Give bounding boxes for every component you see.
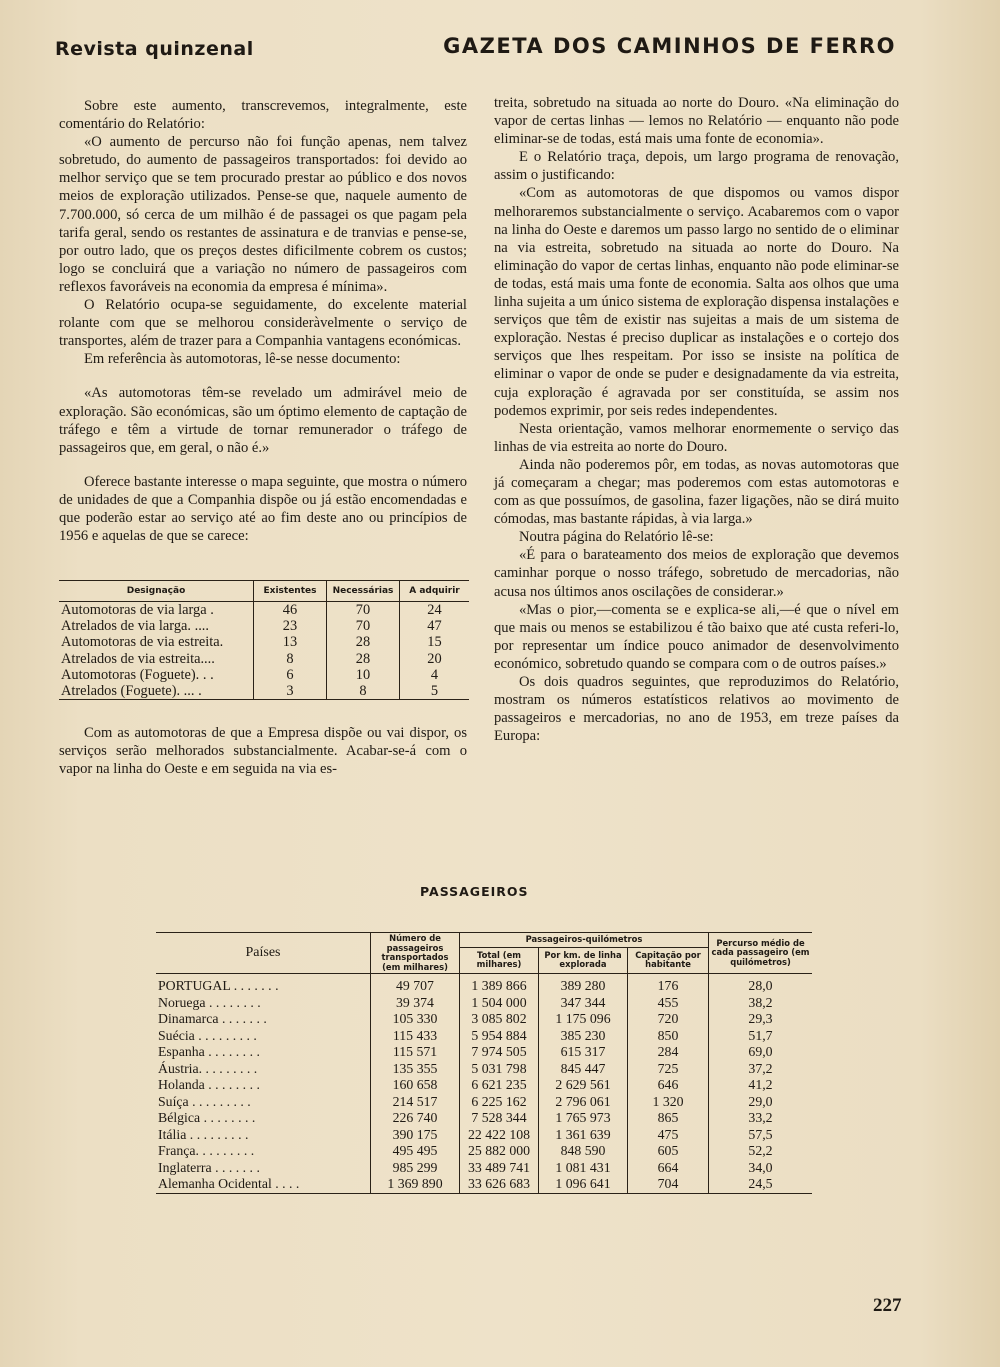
table-row bbox=[156, 1143, 812, 1160]
cell-designation: Automotoras de via estreita. bbox=[61, 634, 224, 651]
cell-country: Holanda . . . . . . . . bbox=[158, 1077, 260, 1093]
cell: 28,0 bbox=[709, 974, 813, 995]
paragraph: Nesta orientação, vamos melhorar enormemente o serviço das linhas de via estreita ao norte do Douro. bbox=[494, 420, 899, 455]
cell: 22 422 108 bbox=[460, 1127, 539, 1144]
cell: 214 517 bbox=[371, 1094, 460, 1111]
cell: 5 031 798 bbox=[460, 1061, 539, 1078]
cell-country: Suíça . . . . . . . . . bbox=[158, 1093, 251, 1109]
cell: 176 bbox=[628, 974, 709, 995]
header-numero: Número de passageiros transportados (em milhares) bbox=[371, 933, 460, 974]
header-group: Passageiros-quilómetros bbox=[460, 933, 709, 948]
cell-country: Áustria. . . . . . . . . bbox=[158, 1060, 258, 1076]
cell: 24,5 bbox=[709, 1176, 813, 1193]
cell: 23 bbox=[254, 618, 327, 634]
cell: 105 330 bbox=[371, 1011, 460, 1028]
paragraph: treita, sobretudo na situada ao norte do Douro. «Na eliminação do vapor de certas linhas — lemos no Relatório — enquanto não pode eliminar-se de todas, está mais uma fonte de economia». bbox=[494, 95, 899, 148]
table-row bbox=[156, 1044, 812, 1061]
cell: 20 bbox=[400, 651, 470, 667]
table-row bbox=[156, 1127, 812, 1144]
cell: 49 707 bbox=[371, 974, 460, 995]
cell-country: PORTUGAL . . . . . . . bbox=[158, 978, 279, 994]
cell: 29,0 bbox=[709, 1094, 813, 1111]
cell: 10 bbox=[327, 667, 400, 683]
cell: 8 bbox=[327, 683, 400, 700]
paragraph: «O aumento de percurso não foi função apenas, nem talvez sobretudo, do aumento de passageiros transportados: foi devido ao melhor serviço que se tem procurado prestar ao público e dos novos meios de exploração utilizados. Pense-se que, naquele aumento de 7.700.000, só cerca de um milhão é de passagei os que pagam pela tarifa geral, sendo os restantes de assinatura e de tranvias e pense-se, por outro lado, que os preços destes dificilmente cobrem os custos; logo se concluirá que a variação no número de passageiros com reflexos favoráveis na economia da empresa é mínima». bbox=[59, 134, 467, 295]
cell-country: Dinamarca . . . . . . . bbox=[158, 1011, 267, 1027]
header-capitacao: Capitação por habitante bbox=[628, 947, 709, 973]
cell: 385 230 bbox=[539, 1028, 628, 1045]
table-row bbox=[156, 1110, 812, 1127]
cell: 389 280 bbox=[539, 974, 628, 995]
table-row bbox=[156, 1011, 812, 1028]
cell: 725 bbox=[628, 1061, 709, 1078]
header-percurso: Percurso médio de cada passageiro (em quilómetros) bbox=[709, 933, 813, 974]
cell-designation: Atrelados de via estreita.... bbox=[61, 650, 215, 667]
cell: 4 bbox=[400, 667, 470, 683]
cell: 13 bbox=[254, 634, 327, 650]
table-row bbox=[59, 634, 469, 650]
table-row bbox=[156, 1094, 812, 1111]
cell: 7 528 344 bbox=[460, 1110, 539, 1127]
cell: 5 954 884 bbox=[460, 1028, 539, 1045]
table-row bbox=[156, 974, 812, 995]
cell-country: Suécia . . . . . . . . . bbox=[158, 1027, 257, 1043]
cell: 8 bbox=[254, 651, 327, 667]
paragraph: «É para o barateamento dos meios de exploração que devemos caminhar porque o nosso tráfego, sobretudo de mercadorias, não acusa nos últimos anos oscilações de considerar.» bbox=[494, 547, 899, 600]
header-paises: Países bbox=[156, 933, 371, 974]
header-right: GAZETA DOS CAMINHOS DE FERRO bbox=[443, 34, 896, 58]
paragraph: Sobre este aumento, transcrevemos, integralmente, este comentário do Relatório: bbox=[59, 98, 467, 133]
cell: 39 374 bbox=[371, 995, 460, 1012]
paragraph: O Relatório ocupa-se seguidamente, do excelente material rolante com que se melhorou consideràvelmente o serviço de transportes, além de trazer para a Companhia vantagens económicas. bbox=[59, 297, 467, 350]
cell: 704 bbox=[628, 1176, 709, 1193]
table-row bbox=[156, 995, 812, 1012]
table-row bbox=[156, 1077, 812, 1094]
paragraph: «Com as automotoras de que dispomos ou vamos dispor melhoraremos substancialmente o serviço. Acabaremos com o vapor na linha do Oeste e daremos um passo largo no sentido de o eliminar na via estreita, sobretudo na situada ao norte do Douro. Na eliminação do vapor de certas linhas, enquanto não pode eliminar-se de todas, está mais uma fonte de economia. Salta aos olhos que uma linha sujeita a um único sistema de exploração dispensa instalações e serviços que têm de existir nas sujeitas a mais de um sistema de exploração. Nestas é preciso duplicar as instalações e o cortejo dos serviços que lhes respeitam. Por isso se insiste na política de eliminar o vapor de onde se puder e designadamente da via estreita, cuja exploração é agravada por ser constituída, se assim nos podemos exprimir, por seis redes independentes. bbox=[494, 185, 899, 419]
table-row bbox=[156, 1176, 812, 1193]
cell-country: França. . . . . . . . . bbox=[158, 1143, 255, 1159]
cell: 24 bbox=[400, 602, 470, 619]
paragraph: E o Relatório traça, depois, um largo programa de renovação, assim o justificando: bbox=[494, 149, 899, 184]
cell: 1 765 973 bbox=[539, 1110, 628, 1127]
cell-country: Espanha . . . . . . . . bbox=[158, 1044, 260, 1060]
cell: 3 085 802 bbox=[460, 1011, 539, 1028]
cell-designation: Automotoras (Foguete). . . bbox=[61, 666, 214, 683]
column-1-continued bbox=[59, 724, 467, 778]
cell: 52,2 bbox=[709, 1143, 813, 1160]
table-row bbox=[59, 602, 469, 619]
cell: 1 389 866 bbox=[460, 974, 539, 995]
table-header: Necessárias bbox=[327, 581, 400, 602]
cell-designation: Atrelados (Foguete). ... . bbox=[59, 683, 254, 700]
paragraph: Ainda não poderemos pôr, em todas, as novas automotoras que já começaram a chegar; mas poderemos com estas automotoras e com as que possuímos, de gasolina, fazer ligações, não se dirá muito cómodas, mas bastante rápidas, à via larga.» bbox=[494, 456, 899, 528]
table-row bbox=[156, 1160, 812, 1177]
cell: 28 bbox=[327, 634, 400, 650]
table-header: Designação bbox=[59, 581, 254, 602]
cell: 115 571 bbox=[371, 1044, 460, 1061]
cell-country: Inglaterra . . . . . . . bbox=[158, 1159, 260, 1175]
column-1 bbox=[59, 97, 467, 545]
cell: 720 bbox=[628, 1011, 709, 1028]
cell: 47 bbox=[400, 618, 470, 634]
paragraph: «Mas o pior,—comenta se e explica-se ali,—é que o nível em que mais ou menos se estabilizou é tão baixo que até custa referi-lo, por representar um índice pouco animador de desenvolvimento económico, sobretudo quando se compara com o de outros países.» bbox=[494, 601, 899, 672]
cell: 33 626 683 bbox=[460, 1176, 539, 1193]
cell: 845 447 bbox=[539, 1061, 628, 1078]
cell: 226 740 bbox=[371, 1110, 460, 1127]
table-header: Existentes bbox=[254, 581, 327, 602]
header-total: Total (em milhares) bbox=[460, 947, 539, 973]
cell: 848 590 bbox=[539, 1143, 628, 1160]
cell: 57,5 bbox=[709, 1127, 813, 1144]
cell: 455 bbox=[628, 995, 709, 1012]
table-header: A adquirir bbox=[400, 581, 470, 602]
cell-country: Itália . . . . . . . . . bbox=[158, 1126, 249, 1142]
table-row bbox=[59, 667, 469, 683]
cell: 347 344 bbox=[539, 995, 628, 1012]
cell-country: Bélgica . . . . . . . . bbox=[158, 1110, 256, 1126]
cell: 33 489 741 bbox=[460, 1160, 539, 1177]
cell: 70 bbox=[327, 602, 400, 619]
cell: 284 bbox=[628, 1044, 709, 1061]
cell-designation: Atrelados de via larga. .... bbox=[61, 618, 209, 635]
table-row bbox=[156, 1061, 812, 1078]
cell: 41,2 bbox=[709, 1077, 813, 1094]
cell: 605 bbox=[628, 1143, 709, 1160]
cell: 46 bbox=[254, 602, 327, 619]
rolling-stock-table bbox=[59, 580, 469, 700]
table-row bbox=[59, 618, 469, 634]
cell: 6 621 235 bbox=[460, 1077, 539, 1094]
table-row bbox=[59, 651, 469, 667]
cell: 51,7 bbox=[709, 1028, 813, 1045]
passageiros-title: PASSAGEIROS bbox=[420, 884, 529, 899]
cell: 25 882 000 bbox=[460, 1143, 539, 1160]
cell: 1 369 890 bbox=[371, 1176, 460, 1193]
cell: 38,2 bbox=[709, 995, 813, 1012]
cell: 1 096 641 bbox=[539, 1176, 628, 1193]
cell: 6 bbox=[254, 667, 327, 683]
cell: 160 658 bbox=[371, 1077, 460, 1094]
paragraph: Oferece bastante interesse o mapa seguinte, que mostra o número de unidades de que a Companhia dispõe ou já estão encomendadas e que poderão estar ao serviço até ao fim deste ano ou princípios de 1956 e aquelas de que se carece: bbox=[59, 473, 467, 545]
cell: 34,0 bbox=[709, 1160, 813, 1177]
passageiros-table bbox=[156, 932, 812, 1194]
cell-country: Noruega . . . . . . . . bbox=[158, 994, 261, 1010]
cell: 1 320 bbox=[628, 1094, 709, 1111]
cell: 135 355 bbox=[371, 1061, 460, 1078]
paragraph: Em referência às automotoras, lê-se nesse documento: bbox=[84, 351, 401, 368]
cell: 475 bbox=[628, 1127, 709, 1144]
cell: 3 bbox=[254, 683, 327, 700]
cell: 37,2 bbox=[709, 1061, 813, 1078]
cell: 29,3 bbox=[709, 1011, 813, 1028]
cell-designation: Automotoras de via larga . bbox=[61, 602, 214, 619]
paragraph: «As automotoras têm-se revelado um admirável meio de exploração. São económicas, são um óptimo elemento de captação de tráfego e têm a virtude de tornar remunerador o tráfego de passageiros que, em geral, o não é.» bbox=[59, 385, 467, 456]
cell: 70 bbox=[327, 618, 400, 634]
cell: 1 361 639 bbox=[539, 1127, 628, 1144]
cell: 1 081 431 bbox=[539, 1160, 628, 1177]
paragraph: Noutra página do Relatório lê-se: bbox=[519, 529, 714, 546]
cell: 390 175 bbox=[371, 1127, 460, 1144]
header-por-km: Por km. de linha explorada bbox=[539, 947, 628, 973]
cell: 646 bbox=[628, 1077, 709, 1094]
cell: 615 317 bbox=[539, 1044, 628, 1061]
cell: 33,2 bbox=[709, 1110, 813, 1127]
column-2 bbox=[494, 94, 899, 745]
cell: 1 504 000 bbox=[460, 995, 539, 1012]
cell: 28 bbox=[327, 651, 400, 667]
table-row bbox=[59, 683, 469, 700]
paragraph: Com as automotoras de que a Empresa dispõe ou vai dispor, os serviços serão melhorados substancialmente. Acabar-se-á com o vapor na linha do Oeste e em seguida na via es- bbox=[59, 725, 467, 778]
table-row bbox=[156, 1028, 812, 1045]
cell: 1 175 096 bbox=[539, 1011, 628, 1028]
cell: 69,0 bbox=[709, 1044, 813, 1061]
paragraph: Os dois quadros seguintes, que reproduzimos do Relatório, mostram os números estatísticos relativos ao movimento de passageiros e mercadorias, no ano de 1953, em treze países da Europa: bbox=[494, 674, 899, 745]
cell: 664 bbox=[628, 1160, 709, 1177]
cell: 850 bbox=[628, 1028, 709, 1045]
cell: 865 bbox=[628, 1110, 709, 1127]
cell: 2 796 061 bbox=[539, 1094, 628, 1111]
cell: 15 bbox=[400, 634, 470, 650]
header-left: Revista quinzenal bbox=[55, 38, 254, 60]
cell: 495 495 bbox=[371, 1143, 460, 1160]
cell: 985 299 bbox=[371, 1160, 460, 1177]
cell: 7 974 505 bbox=[460, 1044, 539, 1061]
cell: 6 225 162 bbox=[460, 1094, 539, 1111]
cell: 115 433 bbox=[371, 1028, 460, 1045]
cell: 2 629 561 bbox=[539, 1077, 628, 1094]
cell-country: Alemanha Ocidental . . . . bbox=[158, 1176, 300, 1192]
cell: 5 bbox=[400, 683, 470, 700]
page-number: 227 bbox=[873, 1295, 902, 1316]
